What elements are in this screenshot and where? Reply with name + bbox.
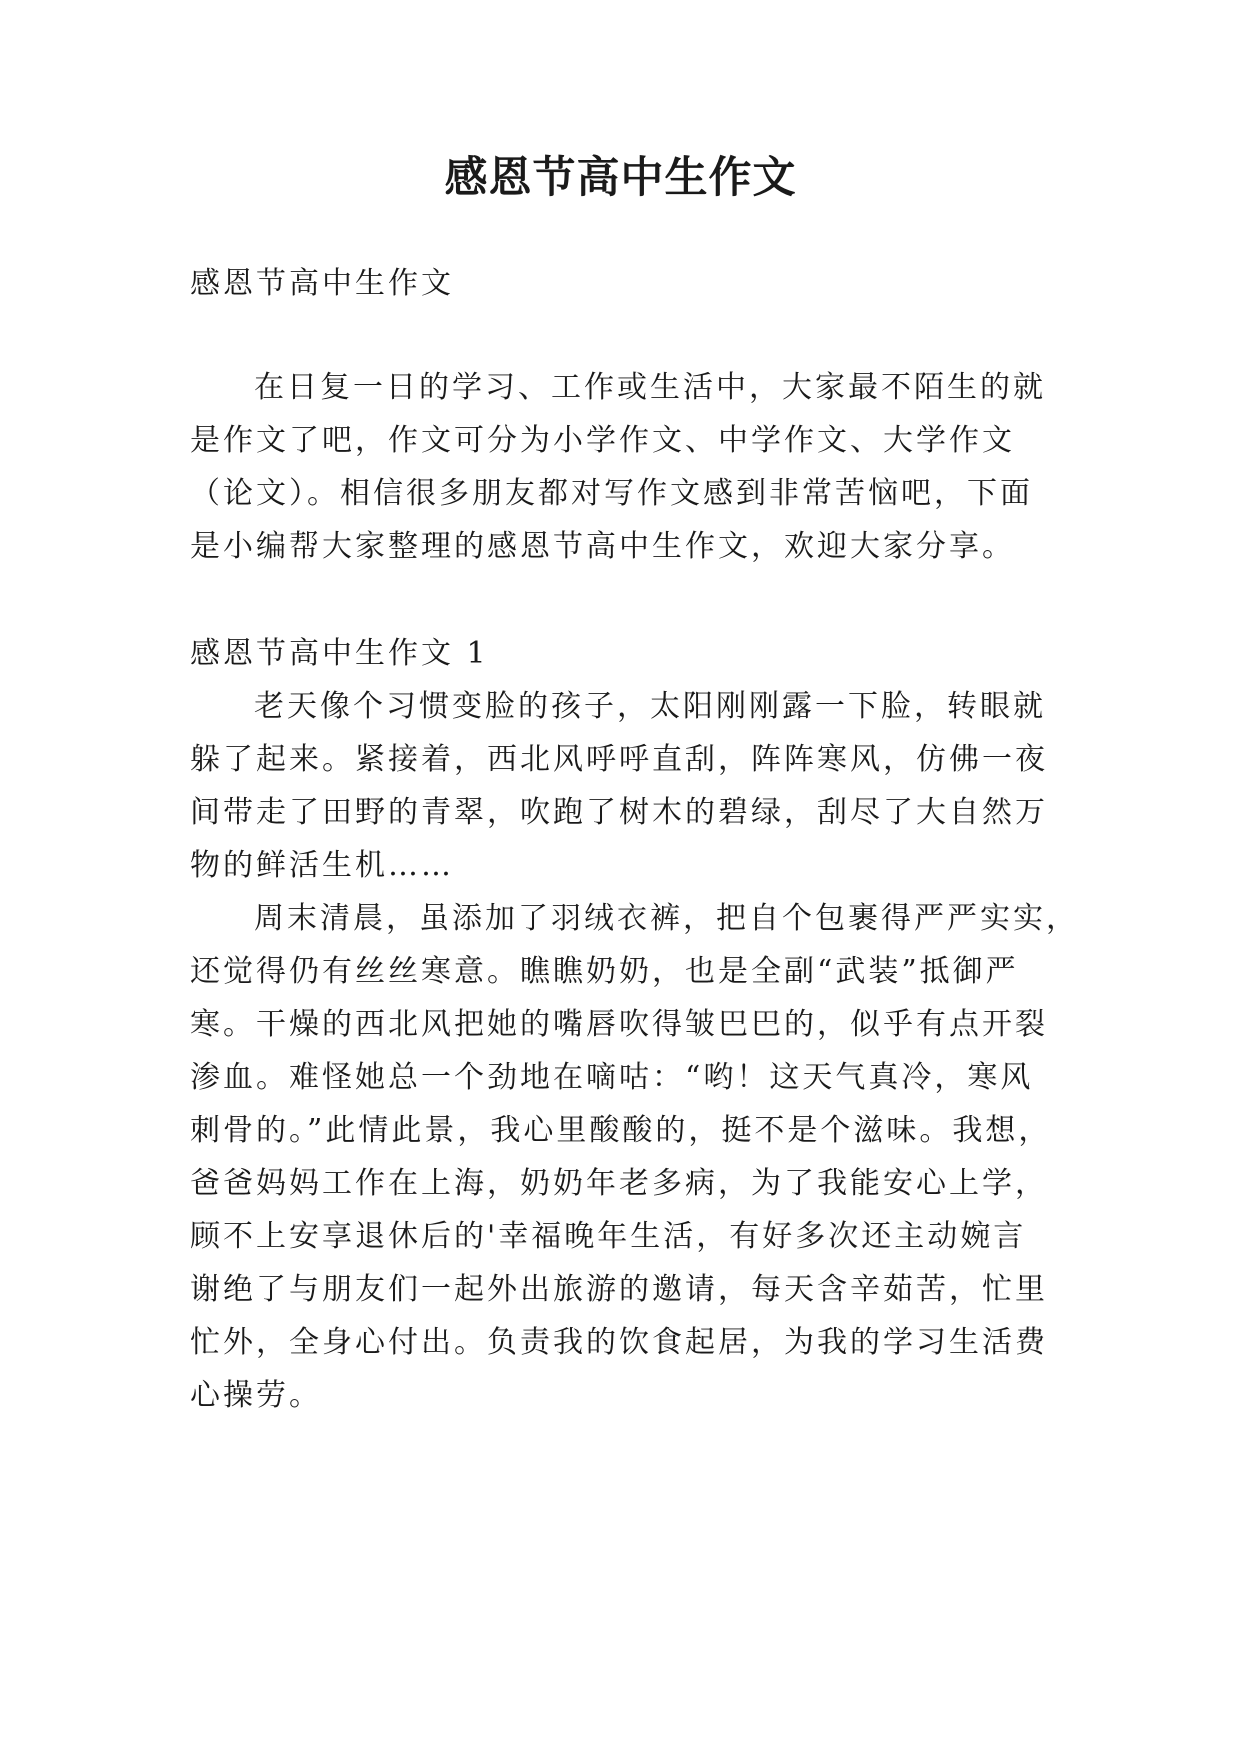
paragraph2-line: 心操劳。 xyxy=(190,1378,322,1413)
paragraph1-line: 老天像个习惯变脸的孩子，太阳刚刚露一下脸，转眼就 xyxy=(254,689,1046,724)
paragraph2-line: 爸爸妈妈工作在上海，奶奶年老多病，为了我能安心上学， xyxy=(190,1166,1048,1201)
intro-line: 在日复一日的学习、工作或生活中，大家最不陌生的就 xyxy=(254,370,1046,405)
intro-line: 是作文了吧，作文可分为小学作文、中学作文、大学作文 xyxy=(190,423,1015,458)
paragraph2-line: 谢绝了与朋友们一起外出旅游的邀请，每天含辛茹苦，忙里 xyxy=(190,1272,1048,1307)
paragraph1-line: 间带走了田野的青翠，吹跑了树木的碧绿，刮尽了大自然万 xyxy=(190,795,1048,830)
paragraph2-line: 寒。干燥的西北风把她的嘴唇吹得皱巴巴的，似乎有点开裂 xyxy=(190,1007,1048,1042)
document-title: 感恩节高中生作文 xyxy=(444,153,797,203)
paragraph1-line: 躲了起来。紧接着，西北风呼呼直刮，阵阵寒风，仿佛一夜 xyxy=(190,742,1048,777)
paragraph1-line: 物的鲜活生机…… xyxy=(190,848,454,883)
intro-line: （论文）。相信很多朋友都对写作文感到非常苦恼吧，下面 xyxy=(190,476,1033,511)
paragraph2-line: 顾不上安享退休后的'幸福晚年生活，有好多次还主动婉言 xyxy=(190,1219,1027,1254)
intro-line: 是小编帮大家整理的感恩节高中生作文，欢迎大家分享。 xyxy=(190,529,1015,564)
paragraph2-line: 忙外，全身心付出。负责我的饮食起居，为我的学习生活费 xyxy=(190,1325,1048,1360)
paragraph2-line: 渗血。难怪她总一个劲地在嘀咕：“哟！这天气真冷，寒风 xyxy=(190,1060,1034,1095)
paragraph2-line: 刺骨的。”此情此景，我心里酸酸的，挺不是个滋味。我想， xyxy=(190,1113,1052,1148)
paragraph2-line: 周末清晨，虽添加了羽绒衣裤，把自个包裹得严严实实， xyxy=(254,901,1079,936)
document-subtitle: 感恩节高中生作文 xyxy=(190,266,454,301)
paragraph2-line: 还觉得仍有丝丝寒意。瞧瞧奶奶，也是全副“武装”抵御严 xyxy=(190,954,1019,989)
section-heading: 感恩节高中生作文 1 xyxy=(190,636,489,671)
